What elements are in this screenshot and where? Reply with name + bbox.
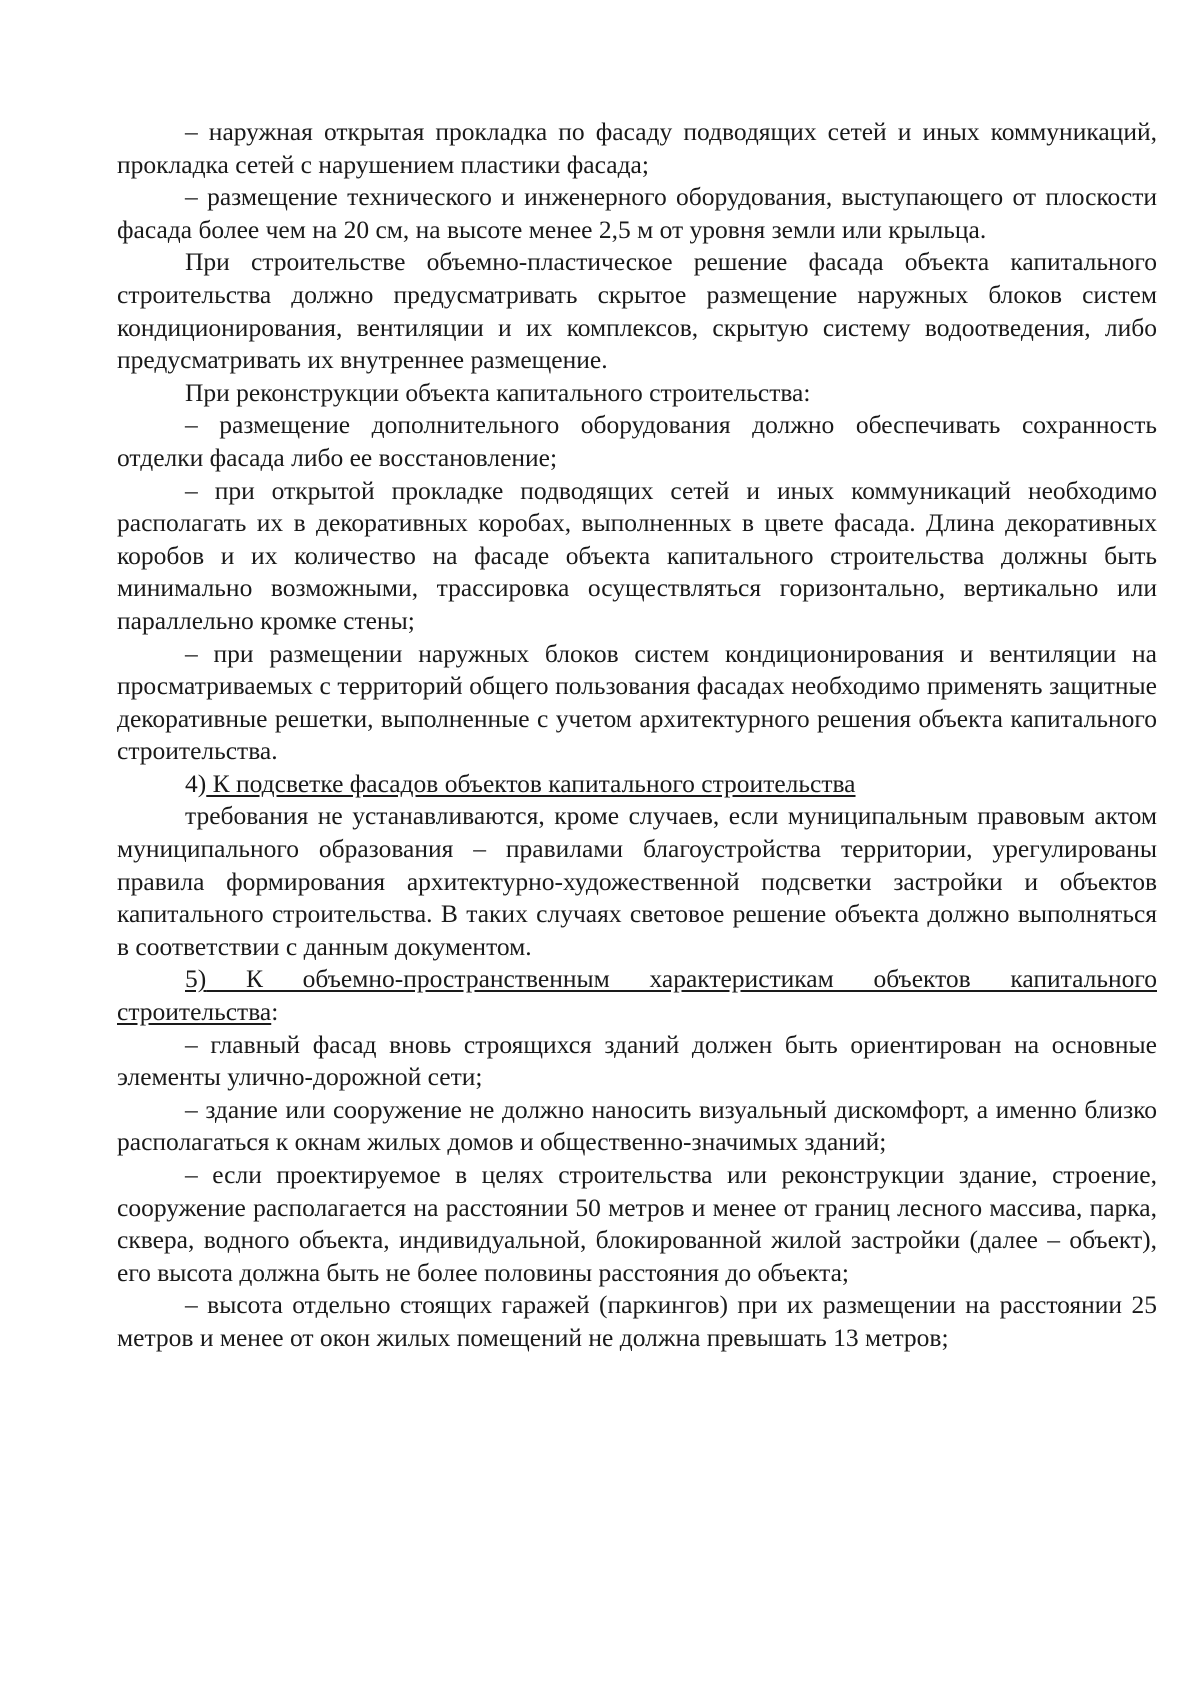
paragraph-ac-units: – при размещении наружных блоков систем кондиционирования и вентиляции на просматриваемых с территорий общего пользования фасадах необходимо применять защитные декоративные решетки, выполненные с учетом архитектурного решения объекта капитального строительства. <box>117 638 1157 766</box>
section-4-number: 4) <box>185 768 207 798</box>
section-5-colon: : <box>271 997 279 1027</box>
document-page <box>117 116 1157 1355</box>
section-4-body: требования не устанавливаются, кроме случаев, если муниципальным правовым актом муниципального образования – правилами благоустройства территории, урегулированы правила формирования архитектурно-художественной подсветки застройки и объектов капитального строительства. В таких случаях световое решение объекта должно выполняться в соответствии с данным документом. <box>117 801 1157 961</box>
paragraph-construction-requirements: При строительстве объемно-пластическое решение фасада объекта капитального строительства должно предусматривать скрытое размещение наружных блоков систем кондиционирования, вентиляции и их комплексов, скрытую систему водоотведения, либо предусматривать их внутреннее размещение. <box>117 247 1157 375</box>
section-5-item: – здание или сооружение не должно наносить визуальный дискомфорт, а именно близко располагаться к окнам жилых домов и общественно-значимых зданий; <box>117 1094 1157 1157</box>
paragraph-additional-equipment: – размещение дополнительного оборудования должно обеспечивать сохранность отделки фасада либо ее восстановление; <box>117 410 1157 472</box>
section-4-heading <box>117 768 1157 801</box>
section-5-item: – главный фасад вновь строящихся зданий должен быть ориентирован на основные элементы улично-дорожной сети; <box>117 1029 1157 1092</box>
section-4-title: К подсветке фасадов объектов капитального строительства <box>206 768 856 798</box>
paragraph-open-laying: – при открытой прокладке подводящих сетей и иных коммуникаций необходимо располагать их в декоративных коробах, выполненных в цвете фасада. Длина декоративных коробов и их количество на фасаде объекта капитального строительства должны быть минимально возможными, трассировка осуществляться горизонтально, вертикально или параллельно кромке стены; <box>117 475 1157 635</box>
section-5-number: 5) <box>185 964 207 994</box>
paragraph-reconstruction-intro: При реконструкции объекта капитального строительства: <box>185 377 811 407</box>
paragraph-equipment-placement: – размещение технического и инженерного оборудования, выступающего от плоскости фасада более чем на 20 см, на высоте менее 2,5 м от уровня земли или крыльца. <box>117 182 1157 244</box>
section-5-item: – если проектируемое в целях строительства или реконструкции здание, строение, сооружение располагается на расстоянии 50 метров и менее от границ лесного массива, парка, сквера, водного объекта, индивидуальной, блокированной жилой застройки (далее – объект), его высота должна быть не более половины расстояния до объекта; <box>117 1160 1157 1287</box>
section-5-heading <box>117 963 1157 1028</box>
section-5-item: – высота отдельно стоящих гаражей (паркингов) при их размещении на расстоянии 25 метров и менее от окон жилых помещений не должна превышать 13 метров; <box>117 1290 1157 1352</box>
paragraph-external-laying: – наружная открытая прокладка по фасаду подводящих сетей и иных коммуникаций, прокладка сетей с нарушением пластики фасада; <box>117 117 1157 179</box>
section-5-title: К объемно-пространственным характеристикам объектов капитального строительства <box>117 964 1157 1027</box>
